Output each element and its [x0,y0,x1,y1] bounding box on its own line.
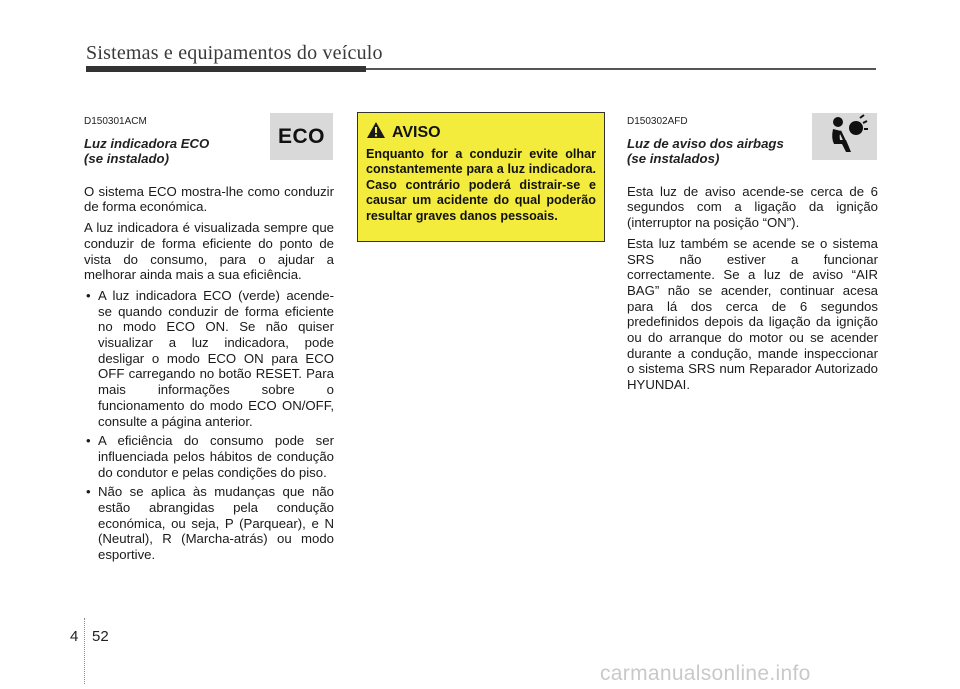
list-item: • Não se aplica às mudanças que não estão abrangidas pela condução económica, ou seja, P (Parquear), e N (Neutral), R (Marcha-atrás) ou modo esportive. [84,484,334,563]
header-rule-accent [86,66,366,72]
chapter-number: 4 [70,628,79,645]
section-code: D150302AFD [627,116,688,127]
section-title-line2: (se instalados) [627,150,720,166]
section-title [627,136,797,166]
page-header-title: Sistemas e equipamentos do veículo [86,42,383,64]
warning-title: AVISO [392,123,441,141]
list-item: • A eficiência do consumo pode ser influenciada pelos hábitos de condução do condutor e pelas condições do piso. [84,433,334,480]
section-title-line1: Luz de aviso dos airbags [627,135,784,151]
watermark: carmanualsonline.info [600,662,811,685]
eco-section [84,110,334,567]
airbag-paragraph-1: Esta luz de aviso acende-se cerca de 6 segundos com a ligação da ignição (interruptor na posição “ON”). [627,183,878,231]
warning-header [366,121,596,144]
airbag-indicator-badge [812,113,877,160]
section-title-line2: (se instalado) [84,150,170,166]
page-number-divider [84,618,85,684]
page-number: 52 [92,628,109,645]
section-title-line1: Luz indicadora ECO [84,135,210,151]
warning-box [357,112,605,242]
section-title [84,136,254,166]
warning-triangle-icon [366,121,386,144]
eco-paragraph-1: O sistema ECO mostra-lhe como conduzir de forma económica. [84,183,334,215]
airbag-icon [822,114,868,159]
warning-text: Enquanto for a conduzir evite olhar constantemente para a luz indicadora. Caso contrário poderá distrair-se e causar um acidente do qual poderão resultar graves danos pessoais. [366,147,596,223]
eco-indicator-badge: ECO [270,113,333,160]
eco-paragraph-2: A luz indicadora é visualizada sempre que conduzir de forma eficiente do ponto de vista do consumo, para o ajudar a melhorar ainda mais a sua eficiência. [84,220,334,283]
list-item: • A luz indicadora ECO (verde) acende-se quando conduzir de forma eficiente no modo ECO ON. Se não quiser visualizar a luz indicadora, pode desligar o modo ECO ON para ECO OFF carregando no botão RESET. Para mais informações sobre o funcionamento do modo ECO ON/OFF, consulte a página anterior. [84,288,334,429]
eco-bullet-list [84,288,334,563]
airbag-paragraph-2: Esta luz também se acende se o sistema SRS não estiver a funcionar correctamente. Se a luz de aviso “AIR BAG” não se acender, continuar acesa para lá dos cerca de 6 segundos predefinidos depois da ligação da ignição ou do arranque do motor ou se acender durante a condução, mande inspeccionar o sistema SRS num Reparador Autorizado HYUNDAI. [627,235,878,393]
section-code: D150301ACM [84,116,147,127]
